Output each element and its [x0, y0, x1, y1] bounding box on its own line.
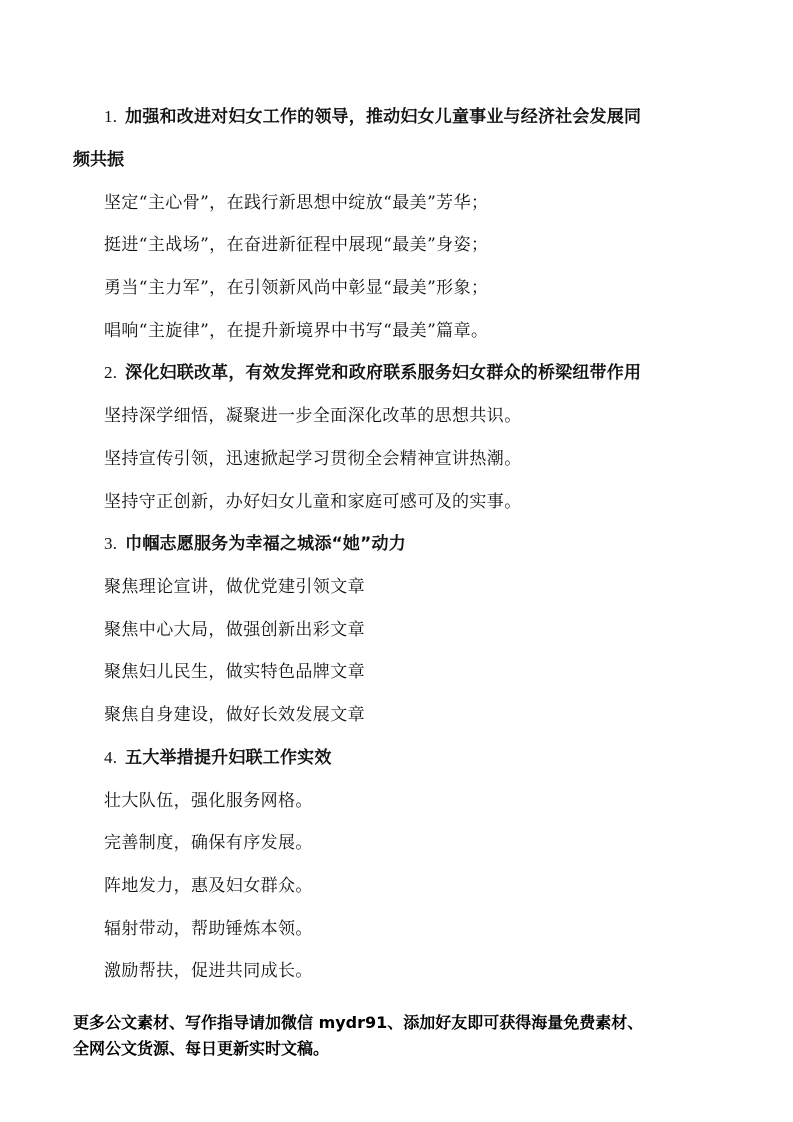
section-2-number: 2. [104, 363, 118, 382]
section-4-item-1: 壮大队伍，强化服务网格。 [104, 791, 313, 811]
section-3-number: 3. [104, 534, 118, 553]
section-3-item-2: 聚焦中心大局，做强创新出彩文章 [104, 620, 365, 640]
section-2-heading [104, 362, 641, 384]
section-4-heading [104, 747, 332, 769]
section-1-item-3: 勇当“主力军”，在引领新风尚中彰显“最美”形象； [104, 278, 489, 298]
footer-line-1: 更多公文素材、写作指导请加微信 mydr91、添加好友即可获得海量免费素材、 [73, 1013, 644, 1032]
section-1-heading [104, 106, 641, 128]
section-4-item-4: 辐射带动，帮助锤炼本领。 [104, 919, 313, 939]
footer-line-2: 全网公文货源、每日更新实时文稿。 [73, 1039, 330, 1058]
section-4-number: 4. [104, 748, 118, 767]
section-1-title-line1: 加强和改进对妇女工作的领导，推动妇女儿童事业与经济社会发展同 [125, 107, 642, 127]
section-4-item-2: 完善制度，确保有序发展。 [104, 833, 313, 853]
section-2-item-3: 坚持守正创新，办好妇女儿童和家庭可感可及的实事。 [104, 492, 522, 512]
section-3-item-3: 聚焦妇儿民生，做实特色品牌文章 [104, 662, 365, 682]
section-4-item-5: 激励帮扶，促进共同成长。 [104, 961, 313, 981]
section-1-item-4: 唱响“主旋律”，在提升新境界中书写“最美”篇章。 [104, 321, 489, 341]
section-1-item-2: 挺进“主战场”，在奋进新征程中展现“最美”身姿； [104, 235, 489, 255]
section-3-item-1: 聚焦理论宣讲，做优党建引领文章 [104, 577, 365, 597]
section-1-title-line2: 频共振 [73, 150, 124, 170]
section-3-heading [104, 533, 406, 555]
section-4-item-3: 阵地发力，惠及妇女群众。 [104, 876, 313, 896]
section-2-item-2: 坚持宣传引领，迅速掀起学习贯彻全会精神宣讲热潮。 [104, 449, 522, 469]
section-2-item-1: 坚持深学细悟，凝聚进一步全面深化改革的思想共识。 [104, 406, 522, 426]
section-3-item-4: 聚焦自身建设，做好长效发展文章 [104, 705, 365, 725]
section-1-item-1: 坚定“主心骨”，在践行新思想中绽放“最美”芳华； [104, 193, 489, 213]
section-1-number: 1. [104, 107, 118, 126]
section-3-title: 巾帼志愿服务为幸福之城添“她”动力 [125, 534, 406, 554]
section-4-title: 五大举措提升妇联工作实效 [125, 748, 332, 768]
section-2-title: 深化妇联改革，有效发挥党和政府联系服务妇女群众的桥梁纽带作用 [125, 363, 642, 383]
